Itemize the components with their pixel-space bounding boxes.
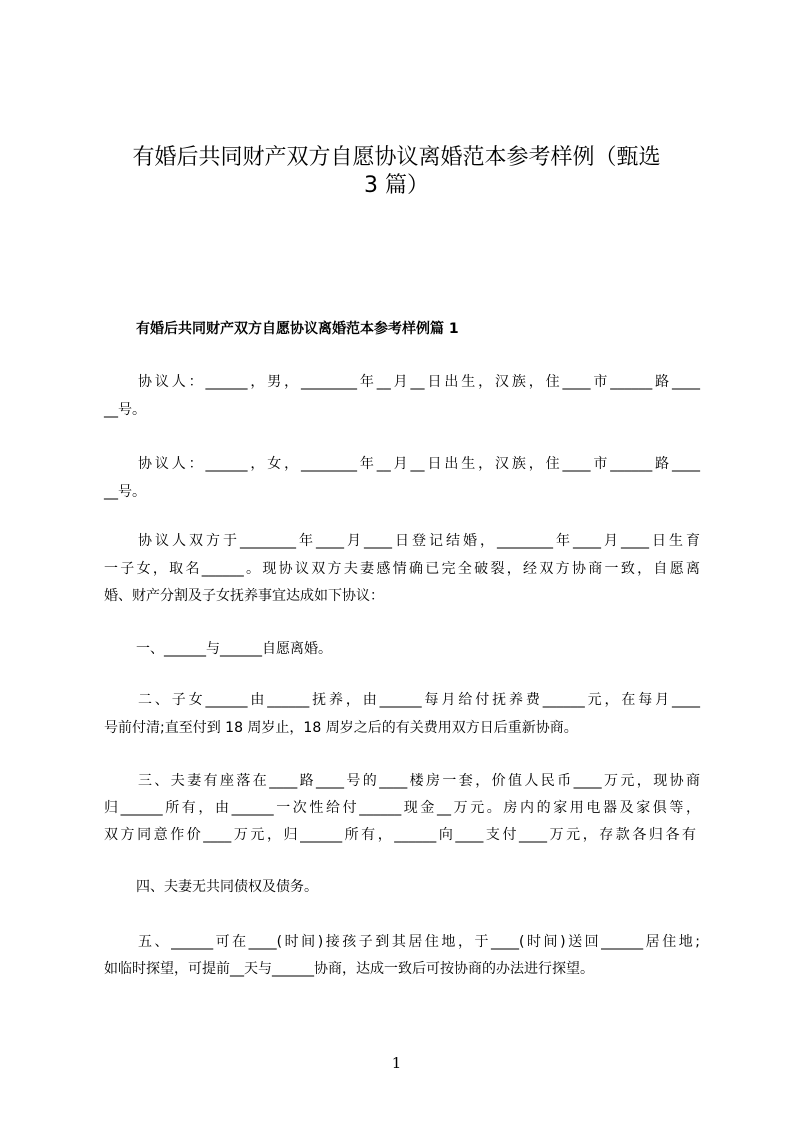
paragraph-4-line-1: 一、______与______自愿离婚。 — [136, 641, 332, 657]
paragraph-6-line-3: 双方同意作价____万元，归______所有，______向____支付____万元，存款各归各有 — [104, 827, 696, 843]
paragraph-7-line-1: 四、夫妻无共同债权及债务。 — [136, 879, 318, 895]
paragraph-8-line-1: 五、______可在____(时间)接孩子到其居住地，于____(时间)送回______居住地; — [138, 934, 700, 950]
paragraph-3-line-2: 一子女，取名______。现协议双方夫妻感情确已完全破裂，经双方协商一致，自愿离 — [104, 561, 700, 577]
paragraph-8-line-2: 如临时探望，可提前__天与______协商，达成一致后可按协商的办法进行探望。 — [104, 961, 594, 977]
document-title-line-2: 3 篇） — [364, 173, 429, 198]
paragraph-1-line-1: 协议人：______，男，________年__月__日出生，汉族，住____市______路____ — [138, 374, 700, 390]
document-title-line-1: 有婚后共同财产双方自愿协议离婚范本参考样例（甄选 — [132, 145, 661, 170]
paragraph-2-line-2: __号。 — [104, 484, 146, 500]
paragraph-1-line-2: __号。 — [104, 402, 146, 418]
paragraph-3-line-1: 协议人双方于________年____月____日登记结婚，________年____月____日生育 — [138, 533, 700, 549]
paragraph-2-line-1: 协议人：______，女，________年__月__日出生，汉族，住____市______路____ — [138, 456, 700, 472]
paragraph-5-line-2: 号前付清;直至付到 18 周岁止，18 周岁之后的有关费用双方日后重新协商。 — [104, 720, 578, 736]
paragraph-6-line-1: 三、夫妻有座落在____路____号的____楼房一套，价值人民币____万元，现协商 — [138, 773, 700, 789]
paragraph-5-line-1: 二、子女______由______抚养，由______每月给付抚养费______元，在每月____ — [138, 692, 700, 708]
page-number: 1 — [391, 1054, 402, 1072]
paragraph-6-line-2: 归______所有，由______一次性给付______现金__万元。房内的家用电器及家俱等， — [104, 800, 700, 816]
section-heading: 有婚后共同财产双方自愿协议离婚范本参考样例篇 1 — [136, 321, 459, 337]
paragraph-3-line-3: 婚、财产分割及子女抚养事宜达成如下协议： — [104, 588, 384, 604]
